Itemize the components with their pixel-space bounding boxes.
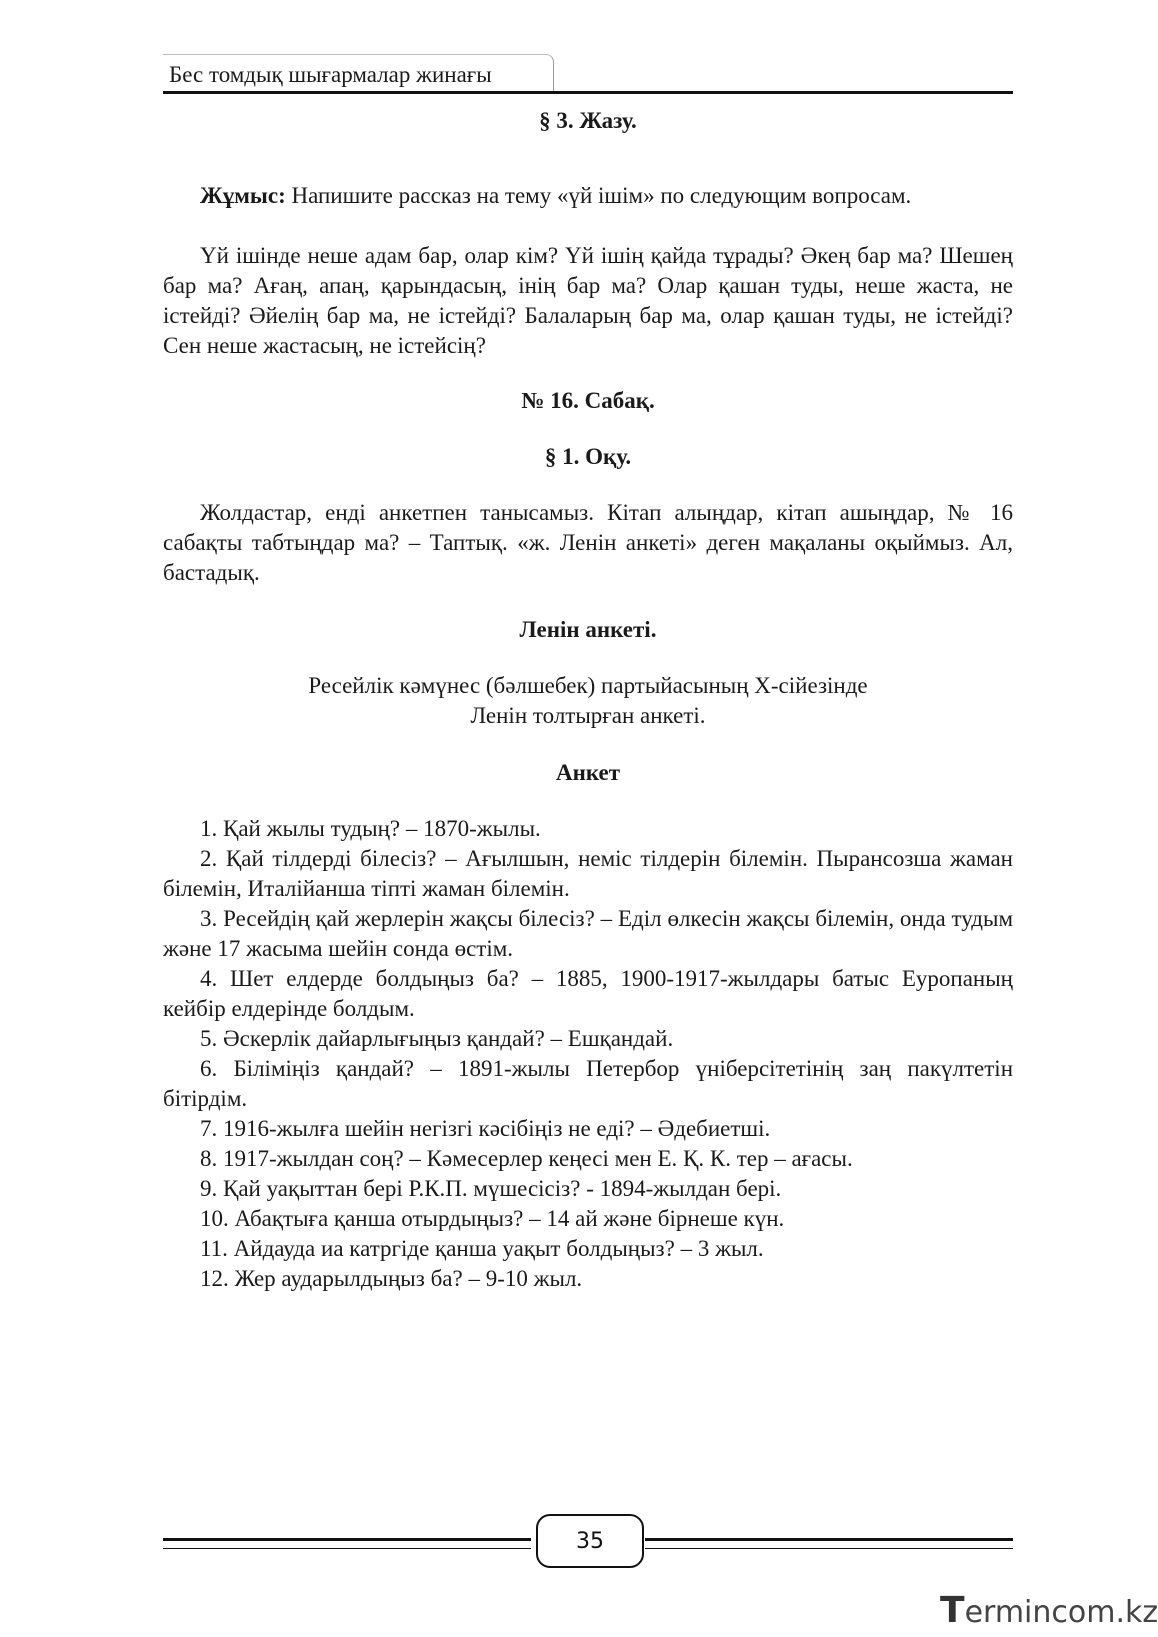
watermark-suffix: m.kz — [1086, 1595, 1158, 1630]
page-header — [163, 52, 1013, 94]
page-footer — [163, 1512, 1013, 1572]
reading-paragraph: Жолдастар, енді анкетпен танысамыз. Кітап алыңдар, кітап ашыңдар, № 16 сабақты табтыңдар ма? – Таптық. «ж. Ленін анкеті» деген мақаланы оқыймыз. Ал, бастадық. — [163, 500, 1013, 585]
article-title: Ленін анкеті. — [519, 617, 657, 642]
header-rule — [163, 91, 1013, 94]
lesson-heading: № 16. Сабақ. — [521, 388, 655, 413]
task-label: Жұмыс: — [200, 183, 286, 208]
running-title: Бес томдық шығармалар жинағы — [169, 62, 492, 87]
reading-subheading: § 1. Оқу. — [544, 444, 632, 469]
anket-list — [163, 814, 1013, 1294]
page-content — [163, 106, 1013, 1294]
article-subtitle-line1: Ресейлік кәмүнес (бәлшебек) партыйасының Х-сійезінде — [308, 673, 868, 698]
watermark-letter: T — [940, 1590, 965, 1631]
watermark-circle: o — [1067, 1595, 1087, 1630]
list-item: 12. Жер аударылдыңыз ба? – 9-10 жыл. — [200, 1266, 583, 1291]
anket-heading: Анкет — [555, 760, 621, 785]
list-item: 4. Шет елдерде болдыңыз ба? – 1885, 1900-1917-жылдары батыс Еуропаның кейбір елдерінде болдым. — [163, 966, 1013, 1021]
site-watermark — [940, 1590, 1158, 1631]
page-number: 35 — [576, 1528, 604, 1554]
watermark-text: erminc — [964, 1595, 1068, 1630]
article-subtitle-line2: Ленін толтырған анкеті. — [470, 703, 706, 728]
list-item: 5. Әскерлік дайарлығыңыз қандай? – Ешқандай. — [200, 1026, 674, 1051]
list-item: 9. Қай уақыттан бері Р.К.П. мүшесісіз? - 1894-жылдан бері. — [200, 1176, 782, 1201]
list-item: 7. 1916-жылға шейін негізгі кәсібіңіз не еді? – Әдебиетші. — [200, 1116, 771, 1141]
list-item: 10. Абақтыға қанша отырдыңыз? – 14 ай және бірнеше күн. — [200, 1206, 785, 1231]
task-text: Напишите рассказ на тему «үй ішім» по следующим вопросам. — [285, 183, 912, 208]
list-item: 6. Біліміңіз қандай? – 1891-жылы Петербор үніберсітетінің заң пакүлтетін бітірдім. — [163, 1056, 1013, 1111]
list-item: 1. Қай жылы тудың? – 1870-жылы. — [200, 816, 541, 841]
footer-rule-right — [645, 1538, 1013, 1549]
list-item: 3. Ресейдің қай жерлерін жақсы білесіз? – Еділ өлкесін жақсы білемін, онда тудым және 17 жасыма шейін сонда өстім. — [163, 906, 1013, 961]
footer-rule-left — [163, 1538, 531, 1549]
list-item: 2. Қай тілдерді білесіз? – Ағылшын, неміс тілдерін білемін. Пырансозша жаман білемін, Италійанша тіпті жаман білемін. — [163, 846, 1013, 901]
list-item: 8. 1917-жылдан соң? – Кәмесерлер кеңесі мен Е. Қ. К. тер – ағасы. — [200, 1146, 853, 1171]
task-paragraph — [163, 181, 1013, 211]
writing-questions-paragraph: Үй ішінде неше адам бар, олар кім? Үй ішің қайда тұрады? Әкең бар ма? Шешең бар ма? Ағаң, апаң, қарындасың, інің бар ма? Олар қашан туды, неше жаста, не істейді? Әйелің бар ма, не істейді? Балаларың бар ма, олар қашан туды, не істейді? Сен неше жастасың, не істейсің? — [163, 243, 1013, 358]
page-number-frame — [536, 1514, 644, 1568]
list-item: 11. Айдауда иа катргіде қанша уақыт болдыңыз? – 3 жыл. — [200, 1236, 764, 1261]
section-heading-writing: § 3. Жазу. — [539, 108, 637, 133]
